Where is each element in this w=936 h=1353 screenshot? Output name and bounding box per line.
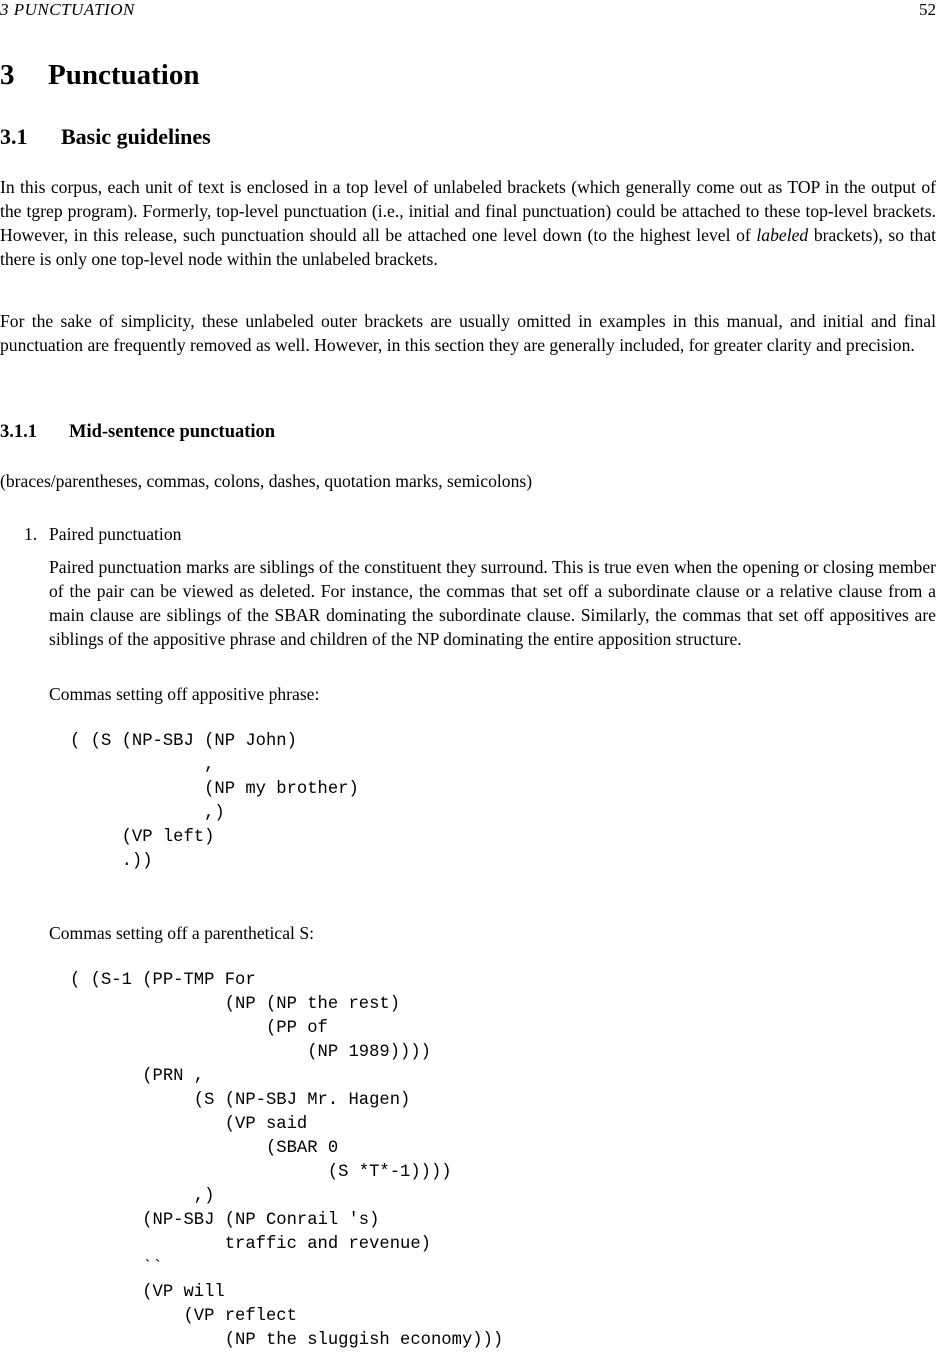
example2-code-line: (VP will [70,1283,225,1302]
subsection-title: Basic guidelines [61,124,211,149]
paragraph1-text-start: In this corpus, each unit of text is enclosed in a top level of unlabeled brackets (which generally come out as TOP in the output of the tgrep program). Formerly, top-level punctuation (i.e., initial and final punctuation) could be attached to these top-level brackets. However, in this release, such punctuation should all be attached one level down (to the highest level of [0,177,936,245]
example2-code-line: (VP reflect [70,1307,297,1326]
example2-label: Commas setting off a parenthetical S: [49,923,314,943]
list-item-title: Paired punctuation [49,524,182,544]
list-item-heading [24,522,181,546]
paragraph-corpus-brackets [0,175,936,271]
example2-code-line: (VP said [70,1115,308,1134]
example1-code-line: , [70,756,215,775]
example2-code-line: (S (NP-SBJ Mr. Hagen) [70,1091,411,1110]
example1-code-line: ( (S (NP-SBJ (NP John) [70,732,297,751]
punctuation-types-line: (braces/parentheses, commas, colons, dashes, quotation marks, semicolons) [0,471,533,491]
subsubsection-title: Mid-sentence punctuation [69,422,276,442]
example1-code-line: ,) [70,804,225,823]
example2-code-line: ,) [70,1187,215,1206]
example2-code-line: (PRN , [70,1067,205,1086]
subsection-number: 3.1 [0,124,28,149]
example2-code-line: (S *T*-1)))) [70,1163,452,1182]
running-head-chapter: 3 PUNCTUATION [0,0,135,19]
example1-code-line: (NP my brother) [70,780,359,799]
example2-code-line: ( (S-1 (PP-TMP For [70,971,256,990]
example1-label: Commas setting off appositive phrase: [49,684,320,704]
example2-code-line: `` [70,1259,163,1278]
running-head [0,0,936,20]
section-number: 3 [0,59,15,91]
example1-code-line: (VP left) [70,828,215,847]
section-heading [0,56,199,94]
list-item-body: Paired punctuation marks are siblings of the constituent they surround. This is true even when the opening or closing member of the pair can be viewed as deleted. For instance, the commas that set off a subordinate clause or a relative clause from a main clause are siblings of the SBAR dominating the subordinate clause. Similarly, the commas that set off appositives are siblings of the appositive phrase and children of the NP dominating the entire apposition structure. [49,557,936,649]
example2-code-line: (PP of [70,1019,328,1038]
example2-code-line: (NP-SBJ (NP Conrail 's) [70,1211,380,1230]
subsubsection-heading [0,419,275,445]
example2-code-line: (NP (NP the rest) [70,995,401,1014]
paragraph-simplicity: For the sake of simplicity, these unlabeled outer brackets are usually omitted in examples in this manual, and initial and final punctuation are frequently removed as well. However, in this section they are generally included, for greater clarity and precision. [0,311,936,355]
example2-code-line: (SBAR 0 [70,1139,339,1158]
example2-code-line: traffic and revenue) [70,1235,431,1254]
list-item-marker: 1. [24,524,38,544]
example1-code-line: .)) [70,852,153,871]
subsubsection-number: 3.1.1 [0,422,37,442]
page-number: 52 [919,0,936,19]
paragraph1-emphasis: labeled [756,225,809,245]
paragraph1-text-end: brackets), so that there is only one top-level node within the unlabeled brackets. [0,225,936,269]
subsection-heading [0,122,211,152]
example2-code-line: (NP 1989)))) [70,1043,431,1062]
example2-code-line: (NP the sluggish economy))) [70,1331,504,1350]
section-title: Punctuation [48,59,200,91]
